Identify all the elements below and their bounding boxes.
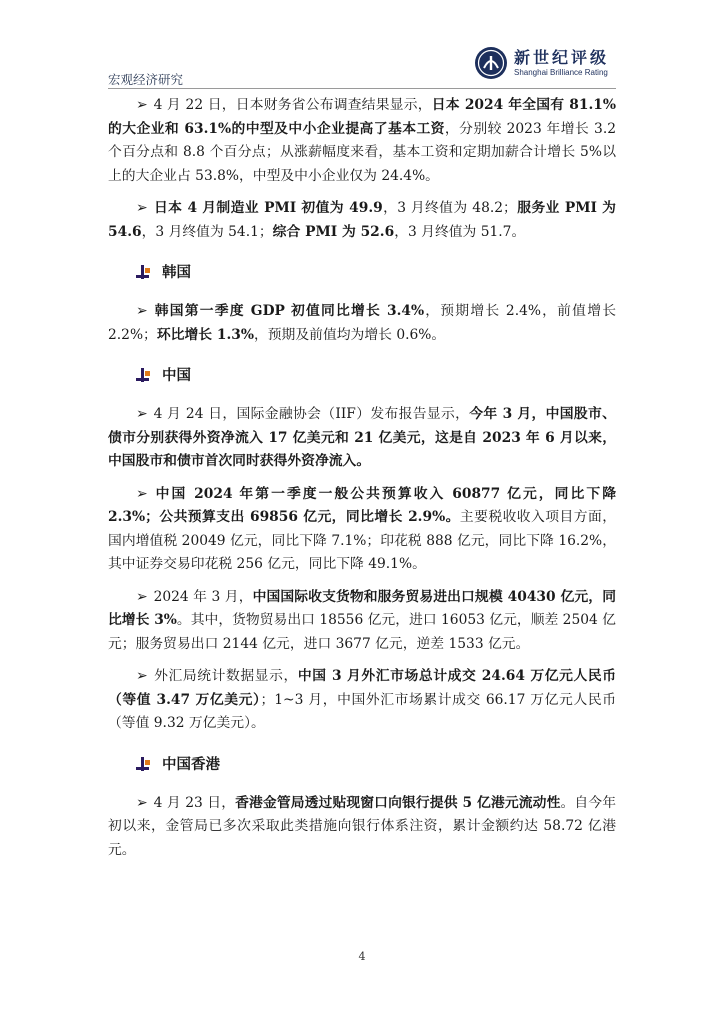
section-heading-china <box>108 365 616 389</box>
logo-seal-icon <box>474 46 508 80</box>
arrowhead-bullet-icon: ➢ <box>136 668 148 684</box>
paragraph-china-fx-market <box>108 665 616 736</box>
bold-text: 综合 PMI 为 52.6 <box>272 223 395 240</box>
bold-text: 中国 2024 年第一季度一般公共预算收入 60877 亿元，同比下降 2.3%；公共预算支出 69856 亿元，同比增长 2.9%。 <box>108 485 616 525</box>
arrowhead-bullet-icon: ➢ <box>136 588 148 605</box>
section-heading-hong-kong <box>108 754 616 778</box>
section-title: 中国 <box>162 367 191 384</box>
report-category-title: 宏观经济研究 <box>108 72 184 87</box>
logo-chinese-name: 新世纪评级 <box>514 48 610 67</box>
arrowhead-bullet-icon: ➢ <box>136 794 148 811</box>
text: ，预期增长 2.4%，前值增长 2.2%； <box>108 303 616 343</box>
arrowhead-bullet-icon: ➢ <box>136 406 148 422</box>
bold-text: 中国国际收支货物和服务贸易进出口规模 40430 亿元，同比增长 3% <box>108 588 616 628</box>
text: 4 月 22 日，日本财务省公布调查结果显示， <box>153 97 432 113</box>
arrowhead-bullet-icon: ➢ <box>136 97 148 113</box>
text: 主要税收收入项目方面，国内增值税 20049 亿元，同比下降 7.1%；印花税 888 亿元，同比下降 16.2%，其中证券交易印花税 256 亿元，同比下降 49.1%。 <box>108 509 616 572</box>
paragraph-hk-liquidity <box>108 792 616 863</box>
section-title: 韩国 <box>162 264 191 281</box>
paragraph-korea-gdp <box>108 300 616 347</box>
paragraph-china-capital-flows <box>108 403 616 474</box>
logo-english-name: Shanghai Brilliance Rating <box>514 68 608 77</box>
company-logo <box>474 42 614 82</box>
paragraph-china-trade <box>108 586 616 657</box>
text: 2024 年 3 月， <box>153 588 253 605</box>
section-title: 中国香港 <box>162 755 220 773</box>
bold-text: 日本 2024 年全国有 81.1%的大企业和 63.1%的中型及中小企业提高了基本工资 <box>108 97 616 137</box>
text: 。自今年初以来，金管局已多次采取此类措施向银行体系注资，累计金额约达 58.72 亿港元。 <box>108 794 616 858</box>
text: 外汇局统计数据显示， <box>153 668 298 684</box>
arrowhead-bullet-icon: ➢ <box>136 485 148 502</box>
text: ；1~3 月，中国外汇市场累计成交 66.17 万亿元人民币（等值 9.32 万亿美元）。 <box>108 691 616 731</box>
text: 4 月 23 日， <box>153 794 236 811</box>
paragraph-japan-pmi <box>108 197 616 244</box>
bold-text: 韩国第一季度 GDP 初值同比增长 3.4% <box>153 303 425 319</box>
bold-text: 服务业 PMI 为 54.6 <box>108 200 616 240</box>
text: ，预期及前值均为增长 0.6%。 <box>253 326 446 343</box>
paragraph-japan-wages <box>108 94 616 188</box>
page-content <box>108 94 616 871</box>
text: 4 月 24 日，国际金融协会（IIF）发布报告显示， <box>153 406 470 422</box>
paragraph-china-budget <box>108 483 616 577</box>
bold-text: 日本 4 月制造业 PMI 初值为 49.9 <box>153 200 383 216</box>
bold-text: 今年 3 月，中国股市、债市分别获得外资净流入 17 亿美元和 21 亿美元，这是自 2023 年 6 月以来，中国股市和债市首次同时获得外资净流入。 <box>108 406 616 469</box>
text: ，3 月终值为 54.1； <box>141 223 273 240</box>
page-number: 4 <box>358 950 366 963</box>
page-header <box>108 40 616 89</box>
text: ，3 月终值为 48.2； <box>382 200 517 216</box>
bold-text: 香港金管局透过贴现窗口向银行提供 5 亿港元流动性 <box>235 794 561 811</box>
section-marker-icon <box>134 756 152 774</box>
text: ，分别较 2023 年增长 3.2 个百分点和 8.8 个百分点；从涨薪幅度来看，基本工资和定期加薪合计增长 5%以上的大企业占 53.8%，中型及中小企业仅为 24.4%。 <box>108 120 616 184</box>
arrowhead-bullet-icon: ➢ <box>136 303 148 319</box>
section-heading-korea <box>108 262 616 286</box>
bold-text: 中国 3 月外汇市场总计成交 24.64 万亿元人民币（等值 3.47 万亿美元） <box>108 668 617 708</box>
section-marker-icon <box>134 264 152 282</box>
text: ，3 月终值为 51.7。 <box>394 223 526 240</box>
arrowhead-bullet-icon: ➢ <box>136 200 148 216</box>
text: 。其中，货物贸易出口 18556 亿元，进口 16053 亿元，顺差 2504 亿元；服务贸易出口 2144 亿元，进口 3677 亿元，逆差 1533 亿元。 <box>108 612 616 652</box>
bold-text: 环比增长 1.3% <box>156 326 254 343</box>
section-marker-icon <box>134 367 152 385</box>
